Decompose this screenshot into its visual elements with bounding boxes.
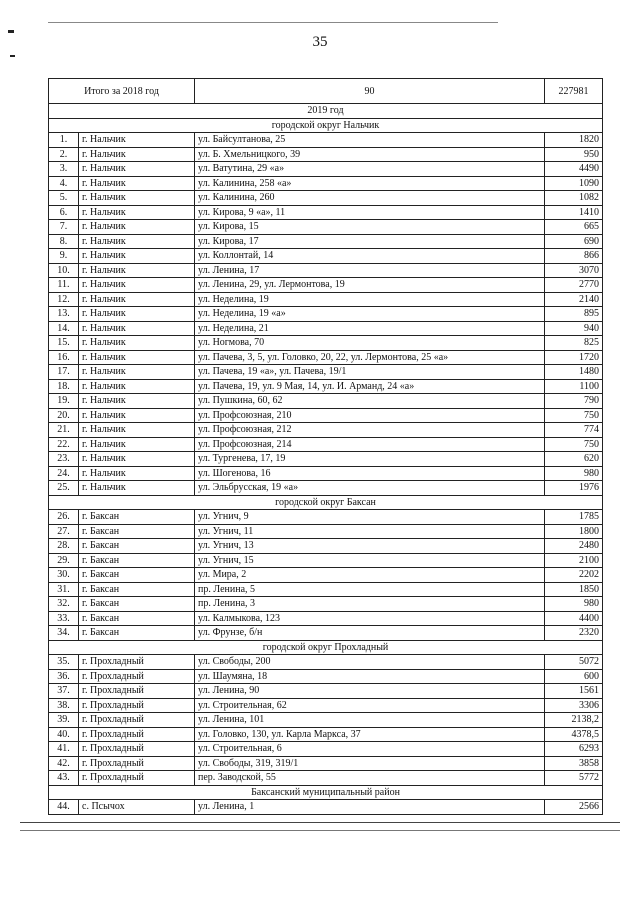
row-address: ул. Ленина, 90	[195, 684, 545, 699]
row-area: 2140	[545, 292, 603, 307]
row-address: ул. Пачева, 19, ул. 9 Мая, 14, ул. И. Арманд, 24 «а»	[195, 379, 545, 394]
row-number: 38.	[49, 698, 79, 713]
row-city: г. Нальчик	[79, 249, 195, 264]
row-number: 17.	[49, 365, 79, 380]
table-row	[49, 669, 603, 684]
row-area: 866	[545, 249, 603, 264]
row-number: 35.	[49, 655, 79, 670]
total-label: Итого за 2018 год	[49, 79, 195, 104]
table-row	[49, 408, 603, 423]
row-area: 600	[545, 669, 603, 684]
row-area: 1100	[545, 379, 603, 394]
row-city: г. Нальчик	[79, 292, 195, 307]
row-number: 9.	[49, 249, 79, 264]
row-address: ул. Эльбрусская, 19 «а»	[195, 481, 545, 496]
row-number: 37.	[49, 684, 79, 699]
row-address: ул. Шогенова, 16	[195, 466, 545, 481]
row-address: пр. Ленина, 3	[195, 597, 545, 612]
row-city: г. Прохладный	[79, 727, 195, 742]
row-address: ул. Ленина, 29, ул. Лермонтова, 19	[195, 278, 545, 293]
row-city: г. Нальчик	[79, 481, 195, 496]
row-address: ул. Мира, 2	[195, 568, 545, 583]
row-address: ул. Ленина, 17	[195, 263, 545, 278]
table-row	[49, 191, 603, 206]
row-area: 750	[545, 437, 603, 452]
row-city: г. Прохладный	[79, 698, 195, 713]
section-header-row	[49, 118, 603, 133]
year-header-row	[49, 104, 603, 119]
row-area: 774	[545, 423, 603, 438]
row-area: 1720	[545, 350, 603, 365]
row-number: 41.	[49, 742, 79, 757]
row-number: 44.	[49, 800, 79, 815]
table-row	[49, 713, 603, 728]
scan-line-bottom-1	[20, 822, 620, 823]
row-city: г. Нальчик	[79, 278, 195, 293]
table-row	[49, 582, 603, 597]
row-city: г. Прохладный	[79, 655, 195, 670]
row-city: г. Нальчик	[79, 437, 195, 452]
row-area: 750	[545, 408, 603, 423]
table-row	[49, 249, 603, 264]
row-city: г. Нальчик	[79, 365, 195, 380]
row-number: 11.	[49, 278, 79, 293]
total-row	[49, 79, 603, 104]
row-number: 3.	[49, 162, 79, 177]
row-area: 950	[545, 147, 603, 162]
row-address: ул. Профсоюзная, 212	[195, 423, 545, 438]
row-city: г. Нальчик	[79, 191, 195, 206]
row-address: ул. Тургенева, 17, 19	[195, 452, 545, 467]
table-row	[49, 263, 603, 278]
page-number: 35	[312, 34, 328, 50]
total-count: 90	[195, 79, 545, 104]
table-row	[49, 568, 603, 583]
row-number: 19.	[49, 394, 79, 409]
row-area: 895	[545, 307, 603, 322]
section-header-row	[49, 640, 603, 655]
row-area: 2480	[545, 539, 603, 554]
row-city: г. Нальчик	[79, 176, 195, 191]
row-number: 33.	[49, 611, 79, 626]
table-row	[49, 379, 603, 394]
row-area: 690	[545, 234, 603, 249]
table-row	[49, 278, 603, 293]
section-header-row	[49, 785, 603, 800]
row-city: с. Псычох	[79, 800, 195, 815]
scan-mark-left-1	[8, 30, 14, 33]
row-area: 3306	[545, 698, 603, 713]
row-city: г. Нальчик	[79, 452, 195, 467]
row-number: 23.	[49, 452, 79, 467]
row-address: ул. Фрунзе, б/н	[195, 626, 545, 641]
row-area: 2770	[545, 278, 603, 293]
row-city: г. Нальчик	[79, 234, 195, 249]
row-city: г. Баксан	[79, 510, 195, 525]
row-address: ул. Свободы, 319, 319/1	[195, 756, 545, 771]
table-row	[49, 553, 603, 568]
table-row	[49, 524, 603, 539]
section-title: городской округ Прохладный	[49, 640, 603, 655]
row-number: 8.	[49, 234, 79, 249]
row-number: 5.	[49, 191, 79, 206]
table-row	[49, 611, 603, 626]
row-number: 32.	[49, 597, 79, 612]
row-city: г. Нальчик	[79, 263, 195, 278]
table-row	[49, 307, 603, 322]
table-row	[49, 698, 603, 713]
row-area: 1976	[545, 481, 603, 496]
row-area: 6293	[545, 742, 603, 757]
row-city: г. Баксан	[79, 611, 195, 626]
row-city: г. Нальчик	[79, 336, 195, 351]
row-area: 1800	[545, 524, 603, 539]
row-city: г. Нальчик	[79, 423, 195, 438]
row-number: 15.	[49, 336, 79, 351]
row-address: ул. Строительная, 62	[195, 698, 545, 713]
scan-line-top	[48, 22, 498, 23]
row-city: г. Нальчик	[79, 394, 195, 409]
table-body	[49, 79, 603, 815]
row-address: ул. Профсоюзная, 210	[195, 408, 545, 423]
row-city: г. Нальчик	[79, 307, 195, 322]
row-address: ул. Ленина, 1	[195, 800, 545, 815]
table-row	[49, 205, 603, 220]
table-row	[49, 771, 603, 786]
row-number: 42.	[49, 756, 79, 771]
row-city: г. Прохладный	[79, 713, 195, 728]
table-row	[49, 176, 603, 191]
table-row	[49, 727, 603, 742]
row-number: 43.	[49, 771, 79, 786]
row-city: г. Нальчик	[79, 466, 195, 481]
row-number: 18.	[49, 379, 79, 394]
row-area: 5772	[545, 771, 603, 786]
row-area: 2202	[545, 568, 603, 583]
row-number: 36.	[49, 669, 79, 684]
row-address: ул. Шаумяна, 18	[195, 669, 545, 684]
table-row	[49, 626, 603, 641]
row-address: ул. Угнич, 15	[195, 553, 545, 568]
row-address: ул. Б. Хмельницкого, 39	[195, 147, 545, 162]
row-address: ул. Пачева, 3, 5, ул. Головко, 20, 22, ул. Лермонтова, 25 «а»	[195, 350, 545, 365]
housing-table	[48, 78, 603, 815]
table-row	[49, 162, 603, 177]
row-number: 16.	[49, 350, 79, 365]
row-address: ул. Пачева, 19 «а», ул. Пачева, 19/1	[195, 365, 545, 380]
row-number: 26.	[49, 510, 79, 525]
row-address: пр. Ленина, 5	[195, 582, 545, 597]
row-area: 1410	[545, 205, 603, 220]
row-number: 20.	[49, 408, 79, 423]
row-city: г. Баксан	[79, 524, 195, 539]
row-city: г. Нальчик	[79, 379, 195, 394]
row-area: 1561	[545, 684, 603, 699]
row-city: г. Нальчик	[79, 408, 195, 423]
row-area: 1820	[545, 133, 603, 148]
table-row	[49, 133, 603, 148]
row-number: 34.	[49, 626, 79, 641]
row-number: 21.	[49, 423, 79, 438]
row-number: 24.	[49, 466, 79, 481]
table-row	[49, 423, 603, 438]
table-row	[49, 597, 603, 612]
row-address: ул. Неделина, 19	[195, 292, 545, 307]
row-number: 29.	[49, 553, 79, 568]
row-area: 825	[545, 336, 603, 351]
table-row	[49, 234, 603, 249]
row-city: г. Баксан	[79, 626, 195, 641]
scan-mark-left-2	[10, 55, 15, 57]
row-address: ул. Пушкина, 60, 62	[195, 394, 545, 409]
row-address: ул. Неделина, 19 «а»	[195, 307, 545, 322]
row-number: 7.	[49, 220, 79, 235]
row-address: ул. Кирова, 9 «а», 11	[195, 205, 545, 220]
row-city: г. Прохладный	[79, 756, 195, 771]
section-title: городской округ Нальчик	[49, 118, 603, 133]
row-address: ул. Угнич, 11	[195, 524, 545, 539]
row-number: 28.	[49, 539, 79, 554]
row-area: 5072	[545, 655, 603, 670]
table-row	[49, 742, 603, 757]
row-address: ул. Калинина, 260	[195, 191, 545, 206]
row-area: 1082	[545, 191, 603, 206]
row-number: 2.	[49, 147, 79, 162]
table-row	[49, 437, 603, 452]
table-row	[49, 539, 603, 554]
table-row	[49, 394, 603, 409]
table-row	[49, 756, 603, 771]
row-city: г. Нальчик	[79, 350, 195, 365]
row-address: ул. Ленина, 101	[195, 713, 545, 728]
row-area: 4490	[545, 162, 603, 177]
row-city: г. Баксан	[79, 553, 195, 568]
row-area: 1480	[545, 365, 603, 380]
table-row	[49, 336, 603, 351]
table-row	[49, 350, 603, 365]
table-row	[49, 292, 603, 307]
row-city: г. Баксан	[79, 582, 195, 597]
row-area: 1090	[545, 176, 603, 191]
row-number: 14.	[49, 321, 79, 336]
row-area: 3070	[545, 263, 603, 278]
row-address: ул. Неделина, 21	[195, 321, 545, 336]
table-row	[49, 365, 603, 380]
row-area: 4378,5	[545, 727, 603, 742]
row-address: ул. Кирова, 15	[195, 220, 545, 235]
row-area: 2100	[545, 553, 603, 568]
row-city: г. Прохладный	[79, 771, 195, 786]
row-number: 12.	[49, 292, 79, 307]
row-address: ул. Ватутина, 29 «а»	[195, 162, 545, 177]
row-city: г. Баксан	[79, 539, 195, 554]
row-address: ул. Калинина, 258 «а»	[195, 176, 545, 191]
year-header: 2019 год	[49, 104, 603, 119]
row-city: г. Нальчик	[79, 133, 195, 148]
row-number: 39.	[49, 713, 79, 728]
section-title: Баксанский муниципальный район	[49, 785, 603, 800]
table-row	[49, 684, 603, 699]
row-address: ул. Байсултанова, 25	[195, 133, 545, 148]
row-address: пер. Заводской, 55	[195, 771, 545, 786]
row-city: г. Прохладный	[79, 742, 195, 757]
section-header-row	[49, 495, 603, 510]
row-area: 980	[545, 466, 603, 481]
row-address: ул. Угнич, 13	[195, 539, 545, 554]
row-area: 940	[545, 321, 603, 336]
row-number: 22.	[49, 437, 79, 452]
row-address: ул. Кирова, 17	[195, 234, 545, 249]
row-area: 665	[545, 220, 603, 235]
table-row	[49, 452, 603, 467]
row-city: г. Прохладный	[79, 669, 195, 684]
row-city: г. Нальчик	[79, 220, 195, 235]
table-row	[49, 147, 603, 162]
table-row	[49, 321, 603, 336]
row-address: ул. Строительная, 6	[195, 742, 545, 757]
row-address: ул. Калмыкова, 123	[195, 611, 545, 626]
row-area: 2320	[545, 626, 603, 641]
row-number: 40.	[49, 727, 79, 742]
row-area: 1850	[545, 582, 603, 597]
row-city: г. Баксан	[79, 568, 195, 583]
table-row	[49, 655, 603, 670]
row-address: ул. Свободы, 200	[195, 655, 545, 670]
section-title: городской округ Баксан	[49, 495, 603, 510]
row-city: г. Баксан	[79, 597, 195, 612]
total-sum: 227981	[545, 79, 603, 104]
row-city: г. Нальчик	[79, 205, 195, 220]
table-row	[49, 510, 603, 525]
row-area: 1785	[545, 510, 603, 525]
row-number: 31.	[49, 582, 79, 597]
row-number: 4.	[49, 176, 79, 191]
row-area: 3858	[545, 756, 603, 771]
scan-line-bottom-2	[20, 830, 620, 831]
row-area: 4400	[545, 611, 603, 626]
row-city: г. Нальчик	[79, 162, 195, 177]
row-number: 10.	[49, 263, 79, 278]
table-row	[49, 466, 603, 481]
table-row	[49, 481, 603, 496]
table-row	[49, 220, 603, 235]
row-number: 1.	[49, 133, 79, 148]
row-city: г. Прохладный	[79, 684, 195, 699]
row-address: ул. Ногмова, 70	[195, 336, 545, 351]
row-address: ул. Угнич, 9	[195, 510, 545, 525]
row-number: 27.	[49, 524, 79, 539]
row-area: 790	[545, 394, 603, 409]
row-address: ул. Головко, 130, ул. Карла Маркса, 37	[195, 727, 545, 742]
table-row	[49, 800, 603, 815]
row-area: 620	[545, 452, 603, 467]
row-city: г. Нальчик	[79, 147, 195, 162]
row-number: 25.	[49, 481, 79, 496]
row-number: 13.	[49, 307, 79, 322]
row-city: г. Нальчик	[79, 321, 195, 336]
row-number: 6.	[49, 205, 79, 220]
row-area: 2566	[545, 800, 603, 815]
row-area: 2138,2	[545, 713, 603, 728]
row-area: 980	[545, 597, 603, 612]
row-address: ул. Профсоюзная, 214	[195, 437, 545, 452]
row-number: 30.	[49, 568, 79, 583]
row-address: ул. Коллонтай, 14	[195, 249, 545, 264]
